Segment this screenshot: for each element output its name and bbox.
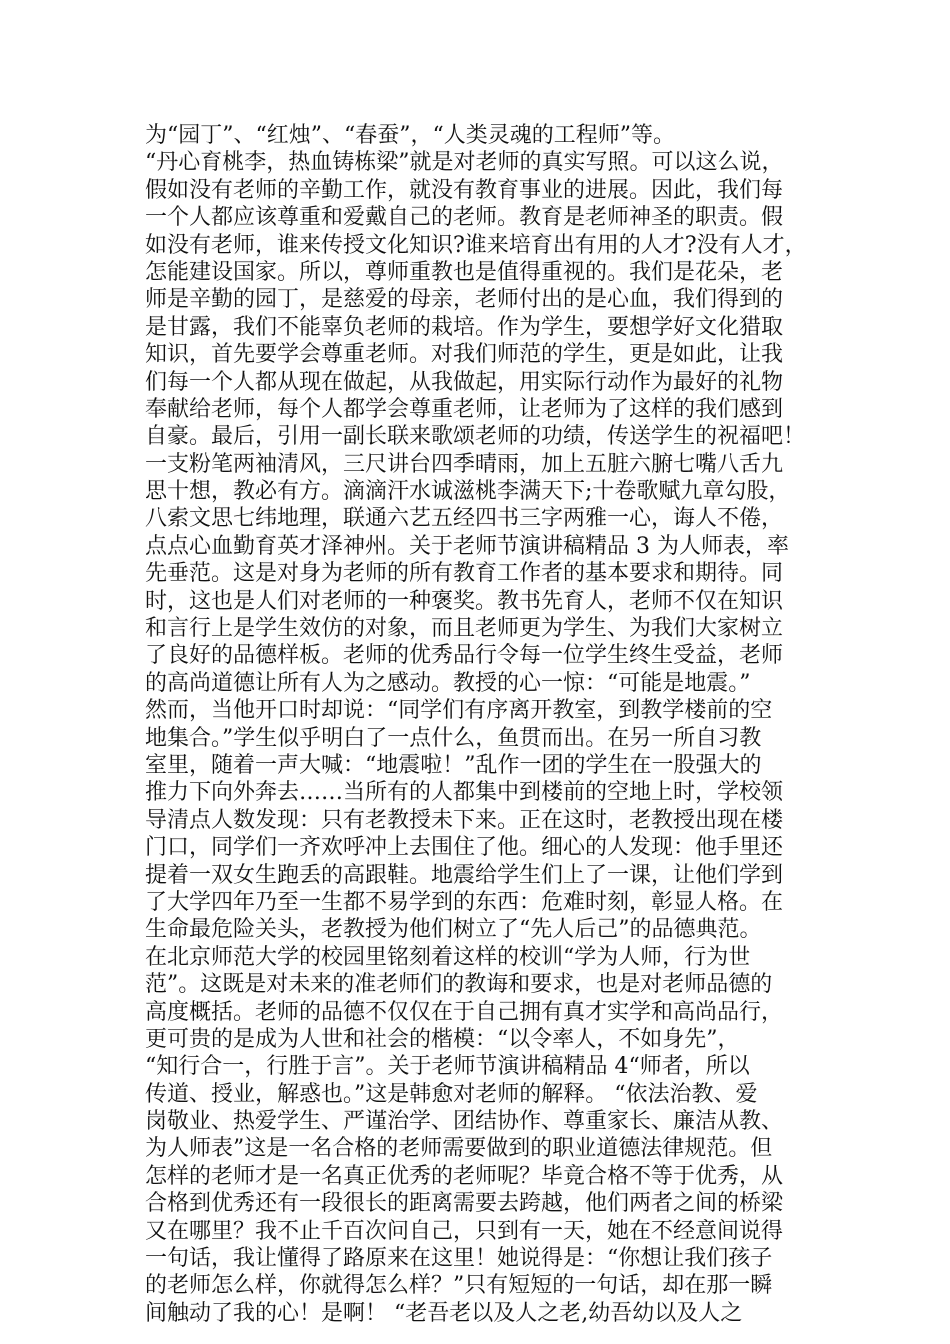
text-line: 师是辛勤的园丁，是慈爱的母亲，老师付出的是心血，我们得到的 xyxy=(145,287,784,313)
text-line: 奉献给老师，每个人都学会尊重老师，让老师为了这样的我们感到 xyxy=(145,396,784,422)
text-line: 导清点人数发现：只有老教授未下来。正在这时，老教授出现在楼 xyxy=(145,807,784,833)
text-line: 传道、授业，解惑也。”这是韩愈对老师的解释。 “依法治教、爱 xyxy=(145,1081,758,1107)
text-line: 先垂范。这是对身为老师的所有教育工作者的基本要求和期待。同 xyxy=(145,561,784,587)
text-line: 地集合。”学生似乎明白了一点什么，鱼贯而出。在另一所自习教 xyxy=(145,725,762,751)
text-line: 提着一双女生跑丢的高跟鞋。地震给学生们上了一课，让他们学到 xyxy=(145,862,784,888)
text-line: 室里，随着一声大喊：“地震啦！”乱作一团的学生在一股强大的 xyxy=(145,752,762,778)
text-line: “知行合一，行胜于言”。关于老师节演讲稿精品 4“师者，所以 xyxy=(145,1054,750,1080)
text-line: “丹心育桃李，热血铸栋梁”就是对老师的真实写照。可以这么说， xyxy=(145,150,784,176)
text-line: 在北京师范大学的校园里铭刻着这样的校训“学为人师，行为世 xyxy=(145,944,751,970)
text-line: 生命最危险关头，老教授为他们树立了“先人后己”的品德典范。 xyxy=(145,917,762,943)
text-line: 合格到优秀还有一段很长的距离需要去跨越，他们两者之间的桥梁 xyxy=(145,1191,784,1217)
text-line: 了大学四年乃至一生都不易学到的东西：危难时刻，彰显人格。在 xyxy=(145,889,784,915)
text-line: 的老师怎么样，你就得怎么样？”只有短短的一句话，却在那一瞬 xyxy=(145,1273,773,1299)
text-line: 思十想，教必有方。滴滴汗水诚滋桃李满天下;十卷歌赋九章勾股， xyxy=(145,479,791,505)
text-line: 范”。这既是对未来的准老师们的教诲和要求，也是对老师品德的 xyxy=(145,972,773,998)
text-line: 岗敬业、热爱学生、严谨治学、团结协作、尊重家长、廉洁从教、 xyxy=(145,1109,784,1135)
text-line: 间触动了我的心！是啊！ “老吾老以及人之老,幼吾幼以及人之 xyxy=(145,1300,743,1326)
text-line: 点点心血勤育英才泽神州。关于老师节演讲稿精品 3 为人师表，率 xyxy=(145,533,789,559)
text-line: 自豪。最后，引用一副长联来歌颂老师的功绩，传送学生的祝福吧！ xyxy=(145,424,806,450)
text-line: 更可贵的是成为人世和社会的楷模：“以令率人，不如身先”， xyxy=(145,1026,740,1052)
text-line: 推力下向外奔去……当所有的人都集中到楼前的空地上时，学校领 xyxy=(145,780,784,806)
text-line: 为人师表”这是一名合格的老师需要做到的职业道德法律规范。但 xyxy=(145,1136,773,1162)
body-text xyxy=(145,122,815,1327)
text-line: 如没有老师，谁来传授文化知识?谁来培育出有用的人才?没有人才， xyxy=(145,232,807,258)
text-line: 和言行上是学生效仿的对象，而且老师更为学生、为我们大家树立 xyxy=(145,616,784,642)
text-line: 一个人都应该尊重和爱戴自己的老师。教育是老师神圣的职责。假 xyxy=(145,205,784,231)
text-line: 怎能建设国家。所以，尊师重教也是值得重视的。我们是花朵，老 xyxy=(145,259,784,285)
text-line: 假如没有老师的辛勤工作，就没有教育事业的进展。因此，我们每 xyxy=(145,177,784,203)
text-line: 为“园丁”、“红烛”、“春蚕”，“人类灵魂的工程师”等。 xyxy=(145,123,675,148)
text-line: 的高尚道德让所有人为之感动。教授的心一惊：“可能是地震。” xyxy=(145,670,751,696)
text-line: 门口，同学们一齐欢呼冲上去围住了他。细心的人发现：他手里还 xyxy=(145,835,784,861)
text-line: 高度概括。老师的品德不仅仅在于自己拥有真才实学和高尚品行， xyxy=(145,999,784,1025)
text-line: 时，这也是人们对老师的一种褒奖。教书先育人，老师不仅在知识 xyxy=(145,588,784,614)
text-line: 们每一个人都从现在做起，从我做起，用实际行动作为最好的礼物 xyxy=(145,369,784,395)
text-line: 了良好的品德样板。老师的优秀品行令每一位学生终生受益，老师 xyxy=(145,643,784,669)
text-line: 八索文思七纬地理，联通六艺五经四书三字两雅一心，诲人不倦， xyxy=(145,506,784,532)
text-line: 知识，首先要学会尊重老师。对我们师范的学生，更是如此，让我 xyxy=(145,342,784,368)
text-line: 怎样的老师才是一名真正优秀的老师呢？毕竟合格不等于优秀，从 xyxy=(145,1163,784,1189)
text-line: 是甘露，我们不能辜负老师的栽培。作为学生，要想学好文化猎取 xyxy=(145,314,784,340)
text-line: 又在哪里？我不止千百次问自己，只到有一天，她在不经意间说得 xyxy=(145,1218,784,1244)
text-line: 一支粉笔两袖清风，三尺讲台四季晴雨，加上五脏六腑七嘴八舌九 xyxy=(145,451,784,477)
text-line: 然而，当他开口时却说：“同学们有序离开教室，到教学楼前的空 xyxy=(145,698,773,724)
text-line: 一句话，我让懂得了路原来在这里！她说得是：“你想让我们孩子 xyxy=(145,1246,773,1272)
